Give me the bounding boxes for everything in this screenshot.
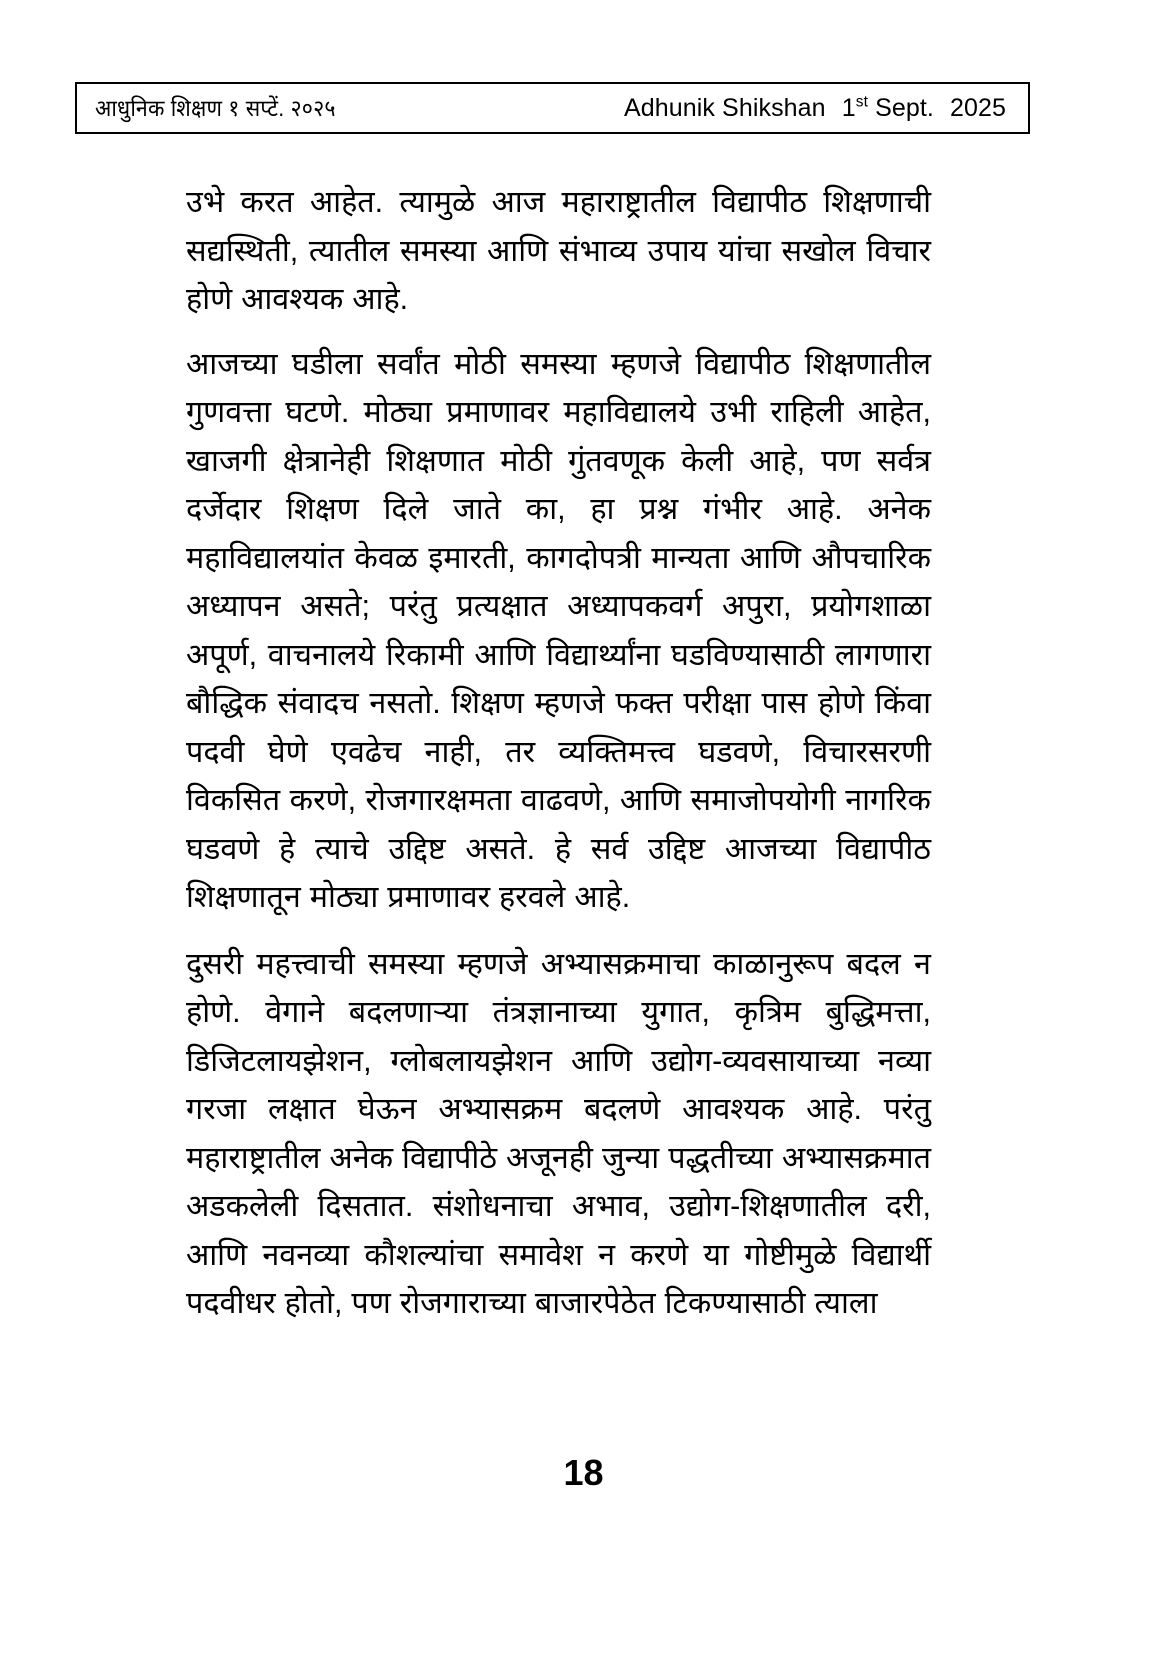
body-paragraph: उभे करत आहेत. त्यामुळे आज महाराष्ट्रातील विद्यापीठ शिक्षणाची सद्यस्थिती, त्यातील समस्या आणि संभाव्य उपाय यांचा सखोल विचार होणे आवश्यक आहे. <box>186 185 931 316</box>
header-month: Sept. <box>875 93 934 122</box>
header-year: 2025 <box>949 93 1006 122</box>
body-paragraph: दुसरी महत्त्वाची समस्या म्हणजे अभ्यासक्रमाचा काळानुरूप बदल न होणे. वेगाने बदलणाऱ्या तंत्रज्ञानाच्या युगात, कृत्रिम बुद्धिमत्ता, डिजिटलायझेशन, ग्लोबलायझेशन आणि उद्योग-व्यवसायाच्या नव्या गरजा लक्षात घेऊन अभ्यासक्रम बदलणे आवश्यक आहे. परंतु महाराष्ट्रातील अनेक विद्यापीठे अजूनही जुन्या पद्धतीच्या अभ्यासक्रमात अडकलेली दिसतात. संशोधनाचा अभाव, उद्योग-शिक्षणातील दरी, आणि नवनव्या कौशल्यांचा समावेश न करणे या गोष्टीमुळे विद्यार्थी पदवीधर होतो, पण रोजगाराच्या बाजारपेठेत टिकण्यासाठी त्याला <box>186 946 931 1320</box>
body-paragraph: आजच्या घडीला सर्वांत मोठी समस्या म्हणजे विद्यापीठ शिक्षणातील गुणवत्ता घटणे. मोठ्या प्रमाणावर महाविद्यालये उभी राहिली आहेत, खाजगी क्षेत्रानेही शिक्षणात मोठी गुंतवणूक केली आहे, पण सर्वत्र दर्जेदार शिक्षण दिले जाते का, हा प्रश्न गंभीर आहे. अनेक महाविद्यालयांत केवळ इमारती, कागदोपत्री मान्यता आणि औपचारिक अध्यापन असते; परंतु प्रत्यक्षात अध्यापकवर्ग अपुरा, प्रयोगशाळा अपूर्ण, वाचनालये रिकामी आणि विद्यार्थ्यांना घडविण्यासाठी लागणारा बौद्धिक संवादच नसतो. शिक्षण म्हणजे फक्त परीक्षा पास होणे किंवा पदवी घेणे एवढेच नाही, तर व्यक्तिमत्त्व घडवणे, विचारसरणी विकसित करणे, रोजगारक्षमता वाढवणे, आणि समाजोपयोगी नागरिक घडवणे हे त्याचे उद्दिष्ट असते. हे सर्व उद्दिष्ट आजच्या विद्यापीठ शिक्षणातून मोठ्या प्रमाणावर हरवले आहे. <box>186 346 931 914</box>
page-number: 18 <box>563 1452 604 1493</box>
header-ordinal-suffix: st <box>855 93 869 111</box>
body-text-column <box>186 178 931 1328</box>
header-day: 1 <box>841 93 856 122</box>
running-header <box>75 82 1030 134</box>
header-english-name: Adhunik Shikshan <box>623 93 826 122</box>
header-english-title <box>623 93 1006 122</box>
header-marathi-title: आधुनिक शिक्षण १ सप्टें. २०२५ <box>95 94 336 121</box>
